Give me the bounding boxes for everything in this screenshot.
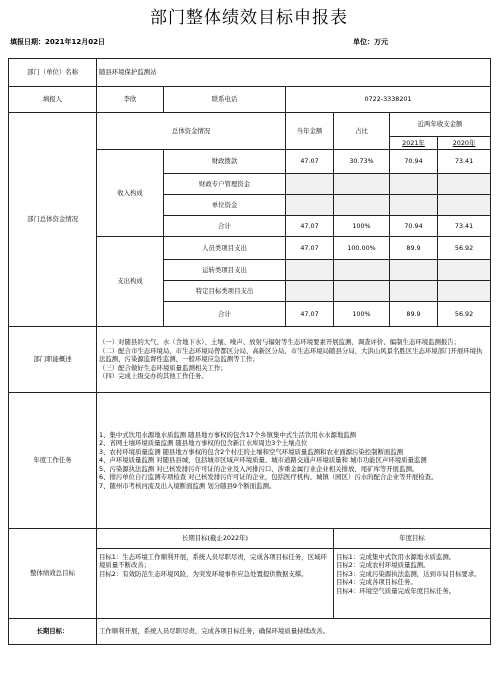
long-term-footer-label: 长期目标： bbox=[9, 619, 97, 645]
overall-funds-label: 总体资金情况 bbox=[97, 113, 286, 150]
goals-label: 整体绩效总目标 bbox=[9, 529, 97, 619]
filler-name: 李欣 bbox=[97, 87, 164, 113]
long-term-goals-header: 长期目标(截止2022年) bbox=[97, 529, 334, 549]
funds-row-share bbox=[334, 174, 390, 195]
funds-row-amount: 47.07 bbox=[286, 237, 334, 260]
income-composition-label: 收入构成 bbox=[97, 150, 164, 237]
long-term-goal: 目标1：生态环境工作顺利开展，系统人员尽职尽责，完成各项目标任务，区域环境质量不断改善； bbox=[99, 553, 327, 570]
duties-label: 部门职能概述 bbox=[9, 327, 97, 393]
funds-section-label: 部门总体资金情况 bbox=[9, 113, 97, 327]
funds-row-name: 合计 bbox=[164, 302, 286, 327]
share-header: 占比 bbox=[334, 113, 390, 150]
funds-row-name: 财政专户管理资金 bbox=[164, 174, 286, 195]
duty-item: （四）完成上级交办的其他工作任务。 bbox=[99, 372, 208, 381]
form-title: 部门整体绩效目标申报表 bbox=[150, 8, 348, 28]
duty-item: （一）对随县的大气、水（含地下水）、土壤、噪声、放射与辐射等生态环境要素开展监测、调查评价、编制生态环境监测报告； bbox=[99, 338, 461, 347]
current-amount-header: 当年金额 bbox=[286, 113, 334, 150]
duty-item: （三）配合做好生态环境质量监测相关工作； bbox=[99, 363, 227, 372]
funds-row-share: 100% bbox=[334, 302, 390, 327]
annual-goal: 目标2：完成农村环境质量监测。 bbox=[336, 561, 430, 570]
tasks-label: 年度工作任务 bbox=[9, 393, 97, 529]
task-item: 5、污染源执法监测 对已核发排污许可证的企业及入河排污口、涉重金属行业企业相关排放、尾矿库等开展监测。 bbox=[99, 464, 419, 473]
filler-label: 填报人 bbox=[9, 87, 97, 113]
funds-row-2021: 89.9 bbox=[390, 237, 438, 260]
funds-row-2020: 56.92 bbox=[438, 237, 491, 260]
fill-date: 填报日期：2021年12月02日 bbox=[10, 38, 105, 46]
funds-row-name: 单位资金 bbox=[164, 195, 286, 216]
expense-composition-label: 支出构成 bbox=[97, 237, 164, 327]
funds-row-share bbox=[334, 260, 390, 281]
funds-row-share: 30.73% bbox=[334, 150, 390, 174]
duties-text bbox=[97, 327, 491, 393]
funds-row-amount: 47.07 bbox=[286, 302, 334, 327]
funds-row-amount bbox=[286, 260, 334, 281]
phone-value: 0722-3338201 bbox=[286, 87, 491, 113]
funds-row-name: 运转类项目支出 bbox=[164, 260, 286, 281]
funds-row-amount: 47.07 bbox=[286, 150, 334, 174]
funds-row-amount bbox=[286, 195, 334, 216]
task-item: 4、声环境质量监测 对随县县城，包括城市区域声环境质量、城市道路交通声环境质量和 城市功能区声环境质量监测 bbox=[99, 456, 427, 465]
dept-name-value: 随县环境保护监测站 bbox=[97, 59, 491, 87]
funds-row-2020 bbox=[438, 281, 491, 302]
funds-row-2020: 73.41 bbox=[438, 216, 491, 237]
funds-row-amount: 47.07 bbox=[286, 216, 334, 237]
long-term-goal: 目标2：有效防范生态环境风险，为突发环境事件应急处置提供数据支撑。 bbox=[99, 569, 308, 578]
funds-row-share: 100% bbox=[334, 216, 390, 237]
funds-row-2021 bbox=[390, 174, 438, 195]
funds-row-name: 财政拨款 bbox=[164, 150, 286, 174]
funds-row-2021 bbox=[390, 260, 438, 281]
funds-row-name: 合计 bbox=[164, 216, 286, 237]
long-term-goals-text bbox=[97, 549, 334, 619]
funds-row-name: 特定目标类项目支出 bbox=[164, 281, 286, 302]
funds-row-2021: 70.94 bbox=[390, 150, 438, 174]
funds-row-2021 bbox=[390, 195, 438, 216]
funds-row-amount bbox=[286, 174, 334, 195]
funds-row-2021: 89.9 bbox=[390, 302, 438, 327]
task-item: 1、集中式饮用水源地水质监测 随县地方事权的包含17个乡镇集中式生活饮用水水源地监测 bbox=[99, 430, 357, 439]
annual-goal: 目标4：环境空气质量完成年度目标任务。 bbox=[336, 586, 456, 595]
dept-name-label: 部门（单位）名称 bbox=[9, 59, 97, 87]
annual-goal: 目标3：完成污染源执法监测，达到市局目标要求。 bbox=[336, 569, 481, 578]
annual-goal: 目标4：完成各项目标任务。 bbox=[336, 578, 417, 587]
task-item: 7、随州市考核河流及出入境断面监测 划分随县9个断面监测。 bbox=[99, 481, 276, 490]
task-item: 3、农村环境质量监测 随县地方事权的包含2个村庄的土壤和空气环境质量监测和农业面源污染控制断面监测 bbox=[99, 447, 404, 456]
annual-goals-text bbox=[334, 549, 491, 619]
funds-row-2020 bbox=[438, 260, 491, 281]
funds-row-2021 bbox=[390, 281, 438, 302]
annual-goals-header: 年度目标 bbox=[334, 529, 491, 549]
performance-form-table bbox=[8, 58, 491, 645]
past-two-years-header: 近两年收支金额 bbox=[390, 113, 491, 137]
funds-row-amount bbox=[286, 281, 334, 302]
tasks-text bbox=[97, 393, 491, 529]
duty-item: （二）配合市生态环境局、市生态环境局曾都区分局、高新区分局、市生态环境局随县分局、大洪山风景名胜区生态环境部门开展环境执法监测、污染源监督性监测、一般环境应急监测等工作； bbox=[99, 346, 483, 364]
funds-row-2021: 70.94 bbox=[390, 216, 438, 237]
funds-row-2020: 56.92 bbox=[438, 302, 491, 327]
funds-row-2020 bbox=[438, 174, 491, 195]
funds-row-name: 人员类项目支出 bbox=[164, 237, 286, 260]
funds-row-2020 bbox=[438, 195, 491, 216]
annual-goal: 目标1：完成集中式饮用水源地水质监测。 bbox=[336, 553, 456, 561]
funds-row-share: 100.00% bbox=[334, 237, 390, 260]
task-item: 6、排污单位自行监测专项检查 对已核发排污许可证的企业，包括医疗机构、城镇（园区）污水的配合企业等开展检查。 bbox=[99, 473, 438, 482]
funds-row-share bbox=[334, 195, 390, 216]
funds-row-2020: 73.41 bbox=[438, 150, 491, 174]
task-item: 2、省网土壤环境质量监测 随县地方事权的包含新江水库周边3个土壤点位 bbox=[99, 439, 308, 448]
funds-row-share bbox=[334, 281, 390, 302]
unit-label: 单位：万元 bbox=[353, 38, 388, 46]
year-2021-header: 2021年 bbox=[390, 137, 438, 150]
year-2020-header: 2020年 bbox=[438, 137, 491, 150]
long-term-footer-text: 工作顺利开展，系统人员尽职尽责，完成各项目标任务，确保环境质量持续改善。 bbox=[97, 619, 491, 645]
phone-label: 联系电话 bbox=[164, 87, 286, 113]
